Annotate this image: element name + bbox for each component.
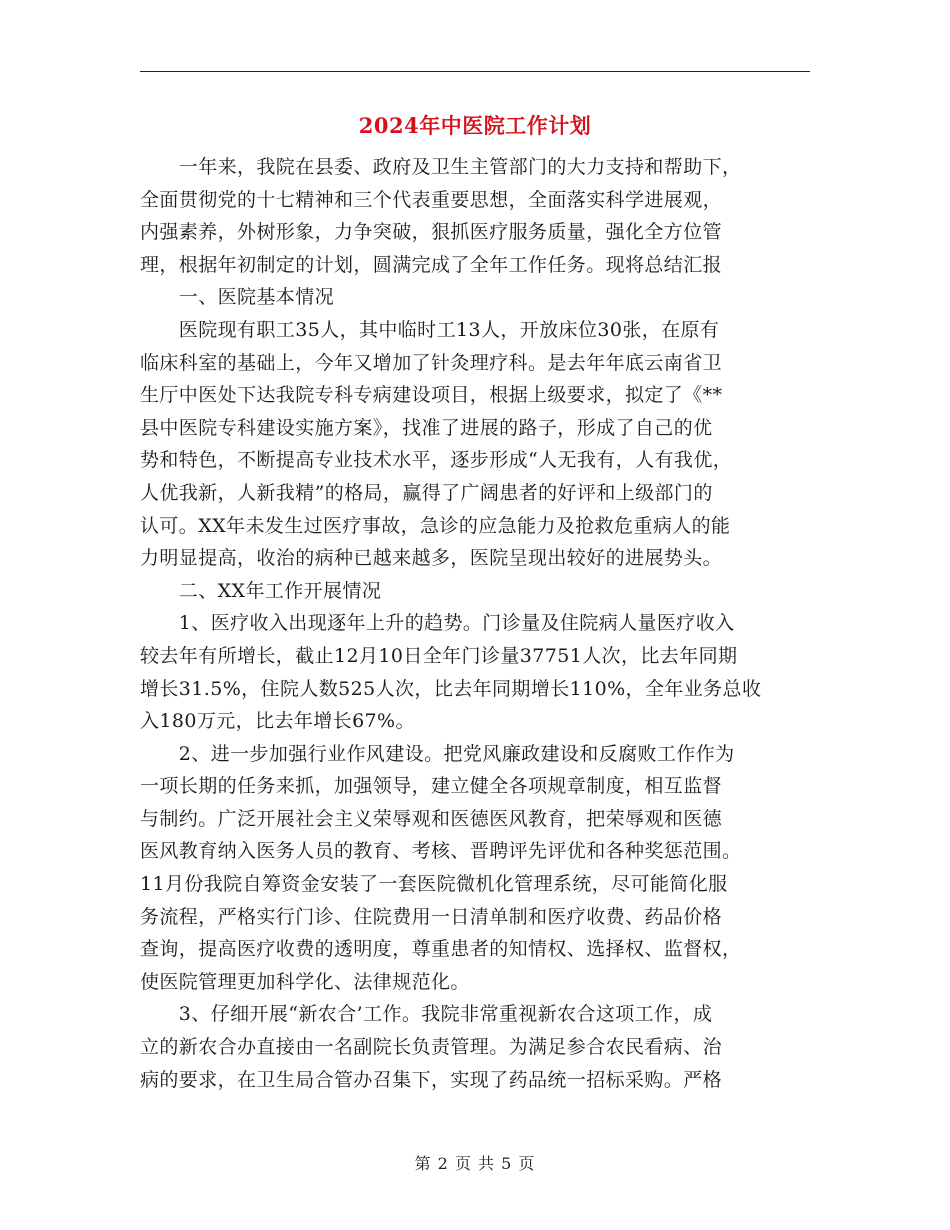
text-line: 入180万元，比去年增长67%。 [140, 710, 415, 733]
text-line: 全面贯彻党的十七精神和三个代表重要思想，全面落实科学进展观， [140, 188, 723, 211]
text-line: 病的要求，在卫生局合管办召集下，实现了药品统一招标采购。严格 [140, 1068, 723, 1091]
text-line: 11月份我院自筹资金安装了一套医院微机化管理系统，尽可能简化服 [140, 873, 728, 896]
text-line: 1、医疗收入出现逐年上升的趋势。门诊量及住院病人量医疗收入 [140, 612, 735, 635]
text-line: 医风教育纳入医务人员的教育、考核、晋聘评先评优和各种奖惩范围。 [140, 840, 742, 863]
text-line: 临床科室的基础上，今年又增加了针灸理疗科。是去年年底云南省卫 [140, 351, 723, 374]
text-line: 内强素养，外树形象，力争突破，狠抓医疗服务质量，强化全方位管 [140, 221, 723, 244]
document-title: 2024年中医院工作计划 [358, 113, 592, 138]
text-line: 与制约。广泛开展社会主义荣辱观和医德医风教育，把荣辱观和医德 [140, 807, 723, 830]
page-number: 第 2 页 共 5 页 [414, 1154, 536, 1173]
text-line: 增长31.5%，住院人数525人次，比去年同期增长110%，全年业务总收 [140, 677, 762, 700]
text-line: 较去年有所增长，截止12月10日全年门诊量37751人次，比去年同期 [140, 644, 738, 667]
text-line: 人优我新，人新我精”的格局，赢得了广阔患者的好评和上级部门的 [140, 481, 713, 504]
text-line: 立的新农合办直接由一名副院长负责管理。为满足参合农民看病、治 [140, 1036, 723, 1059]
header-rule [140, 71, 810, 72]
text-line: 二、XX年工作开展情况 [140, 579, 382, 602]
text-line: 2、进一步加强行业作风建设。把党风廉政建设和反腐败工作作为 [140, 742, 735, 765]
text-line: 势和特色，不断提高专业技术水平，逐步形成“人无我有，人有我优， [140, 449, 733, 472]
text-line: 一项长期的任务来抓，加强领导，建立健全各项规章制度，相互监督 [140, 775, 723, 798]
text-line: 一、医院基本情况 [140, 286, 335, 309]
text-line: 查询，提高医疗收费的透明度，尊重患者的知情权、选择权、监督权， [140, 938, 742, 961]
text-line: 一年来，我院在县委、政府及卫生主管部门的大力支持和帮助下， [140, 156, 742, 178]
text-line: 使医院管理更加科学化、法律规范化。 [140, 970, 470, 993]
text-line: 力明显提高，收治的病种已越来越多，医院呈现出较好的进展势头。 [140, 547, 723, 570]
text-line: 认可。XX年未发生过医疗事故，急诊的应急能力及抢救危重病人的能 [140, 514, 731, 537]
text-line: 务流程，严格实行门诊、住院费用一日清单制和医疗收费、药品价格 [140, 905, 723, 928]
text-line: 医院现有职工35人，其中临时工13人，开放床位30张，在原有 [140, 318, 720, 341]
document-body [140, 151, 810, 1096]
text-line: 3、仔细开展“新农合’工作。我院非常重视新农合这项工作，成 [140, 1003, 713, 1026]
text-line: 理，根据年初制定的计划，圆满完成了全年工作任务。现将总结汇报 [140, 253, 723, 276]
text-line: 生厅中医处下达我院专科专病建设项目，根据上级要求，拟定了《** [140, 384, 723, 407]
text-line: 县中医院专科建设实施方案》，找准了进展的路子，形成了自己的优 [140, 416, 713, 439]
